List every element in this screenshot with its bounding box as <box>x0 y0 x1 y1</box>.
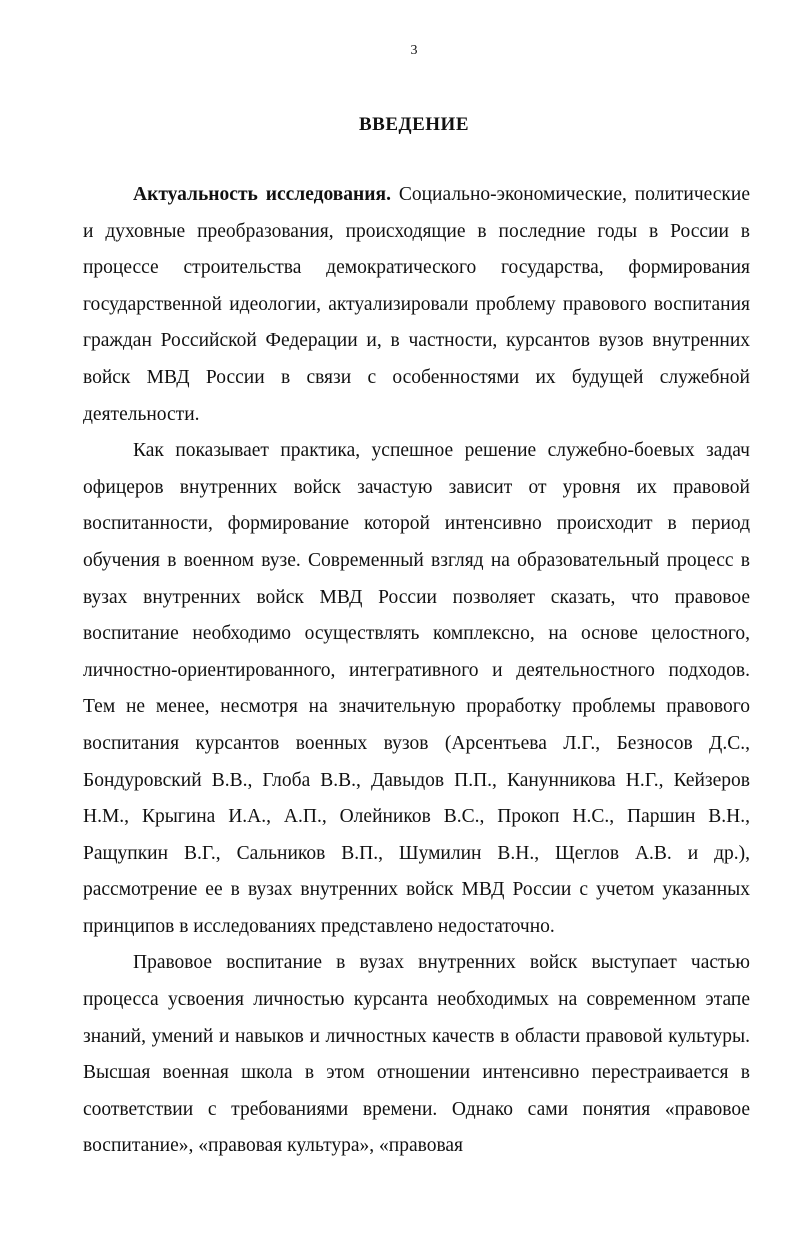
paragraph-text: Социально-экономические, политические и духовные преобразования, происходящие в последние годы в России в процессе строительства демократического государства, формирования государственной идеологии, актуализировали проблему правового воспитания граждан Российской Федерации и, в частности, курсантов вузов внутренних войск МВД России в связи с особенностями их будущей служебной деятельности. <box>83 184 750 425</box>
section-heading: ВВЕДЕНИЕ <box>359 114 469 135</box>
body-text <box>83 177 750 1165</box>
page-number: 3 <box>410 43 418 58</box>
paragraph-legal-education: Правовое воспитание в вузах внутренних войск выступает частью процесса усвоения личностью курсанта необходимых на современном этапе знаний, умений и навыков и личностных качеств в области правовой культуры. Высшая военная школа в этом отношении интенсивно перестраивается в соответствии с требованиями времени. Однако сами понятия «правовое воспитание», «правовая культура», «правовая <box>83 952 750 1157</box>
paragraph-relevance <box>83 177 750 433</box>
paragraph-lead: Актуальность исследования. <box>133 184 391 205</box>
paragraph-practice: Как показывает практика, успешное решение служебно-боевых задач офицеров внутренних войск зачастую зависит от уровня их правовой воспитанности, формирование которой интенсивно происходит в период обучения в военном вузе. Современный взгляд на образовательный процесс в вузах внутренних войск МВД России позволяет сказать, что правовое воспитание необходимо осуществлять комплексно, на основе целостного, личностно-ориентированного, интегративного и деятельностного подходов. Тем не менее, несмотря на значительную проработку проблемы правового воспитания курсантов военных вузов (Арсентьева Л.Г., Безносов Д.С., Бондуровский В.В., Глоба В.В., Давыдов П.П., Канунникова Н.Г., Кейзеров Н.М., Крыгина И.А., А.П., Олейников В.С., Прокоп Н.С., Паршин В.Н., Ращупкин В.Г., Сальников В.П., Шумилин В.Н., Щеглов А.В. и др.), рассмотрение ее в вузах внутренних войск МВД России с учетом указанных принципов в исследованиях представлено недостаточно. <box>83 440 750 937</box>
